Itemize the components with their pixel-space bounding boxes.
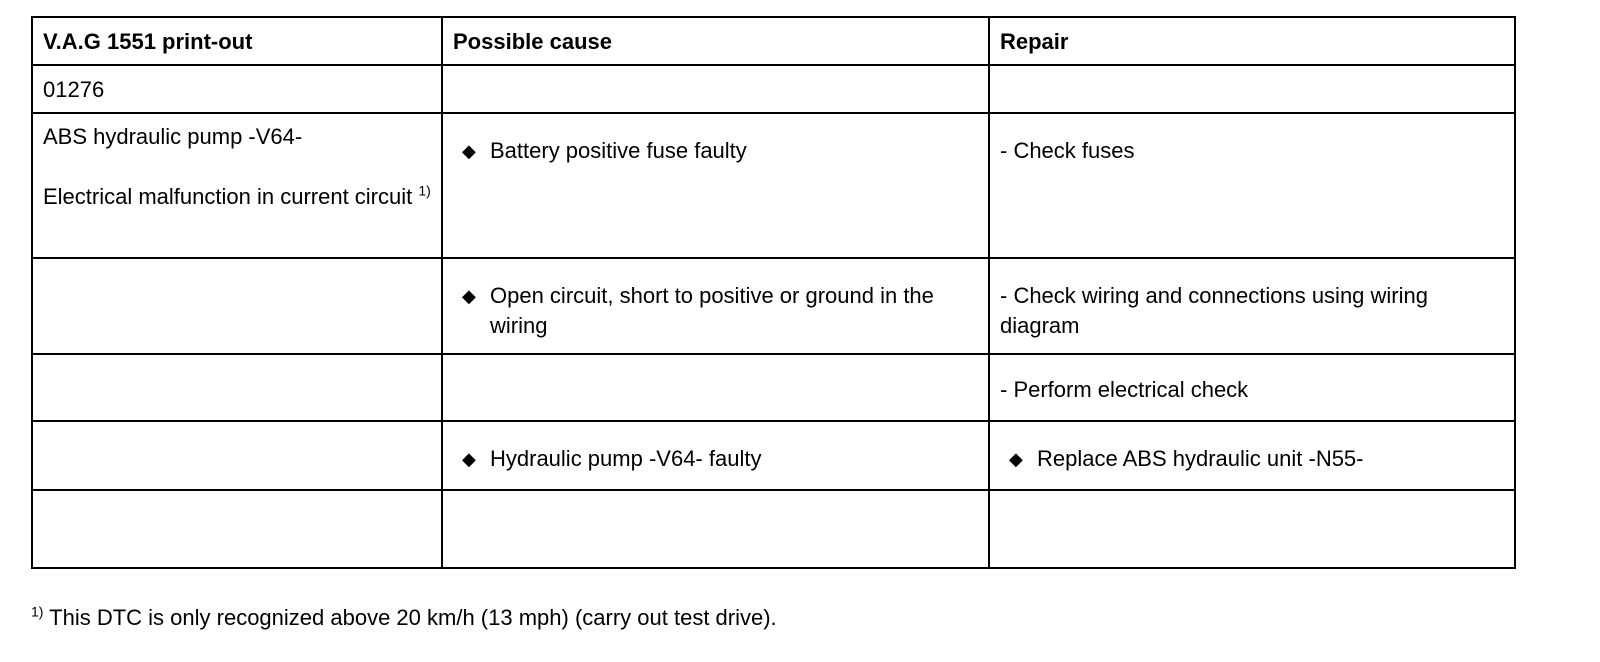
repair-cell — [989, 354, 1515, 421]
dtc-table — [31, 16, 1516, 569]
bullet-diamond-icon: ◆ — [1009, 449, 1023, 469]
header-repair: Repair — [989, 17, 1515, 65]
header-printout: V.A.G 1551 print-out — [32, 17, 442, 65]
symptom-label: Electrical malfunction in current circuit — [43, 184, 413, 209]
repair-text: - Perform electrical check — [1000, 377, 1249, 402]
footnote-text: This DTC is only recognized above 20 km/h (13 mph) (carry out test drive). — [43, 605, 777, 630]
repair-cell — [989, 421, 1515, 490]
footnote-ref: 1) — [418, 182, 431, 199]
table-row — [32, 354, 1515, 421]
empty-cell — [32, 354, 442, 421]
repair-text: - Check wiring and connections using wiring diagram — [1000, 283, 1428, 338]
cause-text: Hydraulic pump -V64- faulty — [490, 446, 762, 471]
cause-text: Battery positive fuse faulty — [490, 138, 747, 163]
repair-cell — [989, 113, 1515, 258]
table-row — [32, 113, 1515, 258]
footnote — [31, 603, 777, 633]
symptom-text — [43, 182, 431, 212]
empty-cell — [442, 354, 989, 421]
empty-cell — [32, 258, 442, 354]
fault-code: 01276 — [43, 77, 105, 102]
footnote-marker: 1) — [31, 603, 44, 620]
table-row — [32, 65, 1515, 113]
empty-cell — [32, 490, 442, 568]
empty-cell — [989, 65, 1515, 113]
bullet-diamond-icon: ◆ — [462, 449, 476, 469]
repair-text: - Check fuses — [1000, 138, 1135, 163]
cause-text: Open circuit, short to positive or ground in the wiring — [490, 283, 934, 338]
empty-cell — [989, 490, 1515, 568]
cause-cell — [442, 113, 989, 258]
cause-cell — [442, 421, 989, 490]
empty-cell — [442, 65, 989, 113]
fault-code-cell — [32, 65, 442, 113]
repair-cell — [989, 258, 1515, 354]
bullet-diamond-icon: ◆ — [462, 141, 476, 161]
table-row — [32, 258, 1515, 354]
header-possible-cause: Possible cause — [442, 17, 989, 65]
cause-item — [453, 444, 978, 474]
bullet-diamond-icon: ◆ — [462, 286, 476, 306]
cause-item — [453, 136, 978, 166]
empty-cell — [442, 490, 989, 568]
table-row — [32, 421, 1515, 490]
repair-item — [1000, 444, 1504, 474]
component-name: ABS hydraulic pump -V64- — [43, 124, 303, 149]
repair-text: Replace ABS hydraulic unit -N55- — [1037, 446, 1364, 471]
table-row — [32, 490, 1515, 568]
empty-cell — [32, 421, 442, 490]
component-cell — [32, 113, 442, 258]
cause-item — [453, 281, 978, 341]
cause-cell — [442, 258, 989, 354]
table-header-row — [32, 17, 1515, 65]
